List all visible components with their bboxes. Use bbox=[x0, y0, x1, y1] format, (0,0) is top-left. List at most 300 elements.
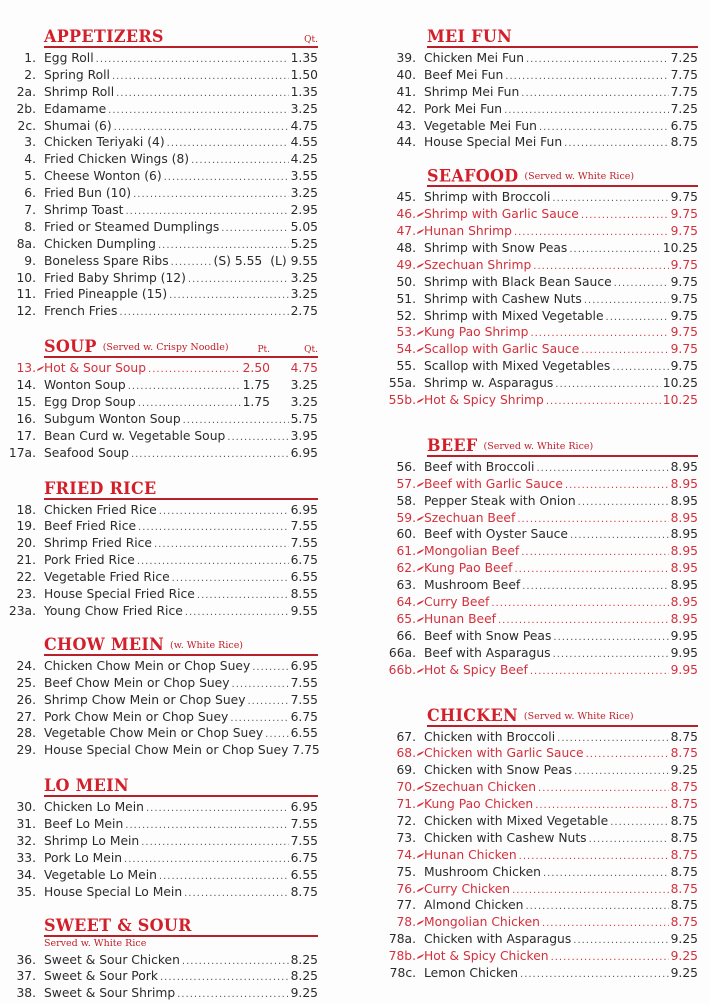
menu-item bbox=[380, 308, 698, 325]
dot-leader bbox=[564, 136, 668, 153]
menu-right-column bbox=[380, 24, 698, 982]
item-price: 9.25 bbox=[670, 763, 698, 778]
section-note: (Served w. White Rice) bbox=[524, 171, 635, 183]
menu-item bbox=[380, 745, 698, 762]
item-price: 8.75 bbox=[670, 830, 698, 845]
menu-item bbox=[380, 594, 698, 611]
item-name: Sweet & Sour Pork bbox=[44, 969, 158, 984]
menu-item-list bbox=[0, 658, 318, 759]
menu-left-column bbox=[0, 24, 318, 1002]
chili-pepper-icon bbox=[416, 594, 424, 611]
item-name: Mongolian Chicken bbox=[424, 915, 540, 930]
menu-item bbox=[380, 206, 698, 223]
item-name: Beef Mei Fun bbox=[424, 67, 504, 82]
section-soup bbox=[0, 334, 318, 461]
item-number: 27. bbox=[16, 709, 36, 724]
menu-item bbox=[0, 185, 318, 202]
menu-item bbox=[380, 864, 698, 881]
item-number: 51. bbox=[396, 291, 416, 306]
menu-item bbox=[0, 502, 318, 519]
item-number: 70. bbox=[396, 780, 416, 795]
item-name: Hot & Spicy Shrimp bbox=[424, 393, 544, 408]
item-price: 9.95 bbox=[670, 662, 698, 677]
item-number: 6. bbox=[24, 186, 36, 201]
item-number: 60. bbox=[396, 527, 416, 542]
item-number: 17. bbox=[16, 428, 36, 443]
item-number: 12. bbox=[16, 304, 36, 319]
item-name: Beef with Broccoli bbox=[424, 459, 535, 474]
item-price: 8.75 bbox=[670, 915, 698, 930]
menu-item bbox=[380, 84, 698, 101]
item-number: 19. bbox=[16, 519, 36, 534]
item-price: 6.95 bbox=[290, 658, 318, 673]
dot-leader bbox=[573, 933, 668, 950]
item-number: 24. bbox=[16, 658, 36, 673]
item-number: 9. bbox=[24, 253, 36, 268]
item-price: 3.25 bbox=[290, 270, 318, 285]
item-price-pint: 1.75 bbox=[242, 395, 270, 410]
dot-leader bbox=[141, 835, 288, 852]
menu-item bbox=[0, 603, 318, 620]
section-chicken bbox=[380, 703, 698, 982]
menu-item bbox=[0, 867, 318, 884]
item-name: Shrimp Fried Rice bbox=[44, 536, 152, 551]
item-price: 8.95 bbox=[670, 544, 698, 559]
item-number: 63. bbox=[396, 578, 416, 593]
item-number: 40. bbox=[396, 67, 416, 82]
item-name: Kung Pao Shrimp bbox=[424, 325, 529, 340]
item-price: 8.95 bbox=[670, 510, 698, 525]
menu-item bbox=[380, 375, 698, 392]
chili-pepper-icon bbox=[416, 324, 424, 341]
item-name: Fried Baby Shrimp (12) bbox=[44, 270, 186, 285]
menu-item bbox=[0, 84, 318, 101]
item-name: French Fries bbox=[44, 304, 118, 319]
item-name: Pepper Steak with Onion bbox=[424, 493, 576, 508]
item-number: 77. bbox=[396, 898, 416, 913]
item-price: 7.55 bbox=[290, 675, 318, 690]
item-number: 23. bbox=[16, 587, 36, 602]
chili-pepper-icon bbox=[416, 779, 424, 796]
item-number: 2. bbox=[24, 67, 36, 82]
menu-item bbox=[0, 850, 318, 867]
menu-item-list bbox=[0, 502, 318, 620]
dot-leader bbox=[521, 86, 668, 103]
item-number: 5. bbox=[24, 169, 36, 184]
item-number: 3. bbox=[24, 135, 36, 150]
item-price: 8.75 bbox=[670, 898, 698, 913]
item-price-quart: 3.25 bbox=[290, 395, 318, 410]
item-price: 9.75 bbox=[670, 291, 698, 306]
dot-leader bbox=[521, 545, 668, 562]
item-number: 33. bbox=[16, 850, 36, 865]
dot-leader bbox=[184, 886, 288, 903]
item-name: Scallop with Garlic Sauce bbox=[424, 342, 580, 357]
item-number: 35. bbox=[16, 884, 36, 899]
item-price: 8.95 bbox=[670, 611, 698, 626]
section-sweet-sour bbox=[0, 913, 318, 1003]
item-price: 6.55 bbox=[290, 570, 318, 585]
menu-item bbox=[0, 658, 318, 675]
item-name: Curry Beef bbox=[424, 595, 490, 610]
menu-item bbox=[0, 675, 318, 692]
item-number: 36. bbox=[16, 952, 36, 967]
menu-item bbox=[0, 303, 318, 320]
chili-pepper-icon bbox=[416, 257, 424, 274]
item-name: Wonton Soup bbox=[44, 378, 126, 393]
item-number: 56. bbox=[396, 459, 416, 474]
item-name: Chicken with Mixed Vegetable bbox=[424, 813, 609, 828]
chili-pepper-icon bbox=[416, 206, 424, 223]
menu-item-list bbox=[380, 189, 698, 409]
item-price-pint: 1.75 bbox=[242, 378, 270, 393]
section-note: (w. White Rice) bbox=[170, 639, 244, 651]
menu-item bbox=[380, 324, 698, 341]
menu-item bbox=[0, 411, 318, 428]
chili-pepper-icon bbox=[416, 543, 424, 560]
item-price: 6.55 bbox=[290, 726, 318, 741]
menu-item bbox=[0, 742, 318, 759]
item-number: 31. bbox=[16, 817, 36, 832]
item-number: 59. bbox=[396, 510, 416, 525]
dot-leader bbox=[610, 815, 668, 832]
section-title: SEAFOOD bbox=[427, 165, 519, 186]
menu-item bbox=[0, 270, 318, 287]
menu-item bbox=[380, 493, 698, 510]
section-mei-fun bbox=[380, 24, 698, 151]
section-title: FRIED RICE bbox=[44, 478, 157, 499]
item-price: 3.25 bbox=[290, 287, 318, 302]
menu-item bbox=[380, 948, 698, 965]
item-number: 45. bbox=[396, 190, 416, 205]
item-price: 4.75 bbox=[290, 118, 318, 133]
menu-item-list bbox=[380, 50, 698, 151]
dot-leader bbox=[177, 987, 288, 1004]
menu-item bbox=[380, 134, 698, 151]
section-title: SOUP bbox=[44, 336, 97, 357]
menu-item bbox=[0, 518, 318, 535]
menu-item-list bbox=[380, 459, 698, 679]
menu-item bbox=[380, 662, 698, 679]
item-name: Fried or Steamed Dumplings bbox=[44, 219, 220, 234]
dot-leader bbox=[551, 950, 669, 967]
item-price: 7.25 bbox=[670, 101, 698, 116]
item-number: 11. bbox=[16, 287, 36, 302]
item-price: 7.55 bbox=[290, 519, 318, 534]
item-number: 17a. bbox=[8, 445, 36, 460]
item-number: 69. bbox=[396, 763, 416, 778]
menu-item bbox=[0, 101, 318, 118]
item-number: 7. bbox=[24, 203, 36, 218]
item-price: 7.55 bbox=[290, 692, 318, 707]
menu-item bbox=[0, 394, 318, 411]
menu-item bbox=[380, 240, 698, 257]
item-number: 75. bbox=[396, 864, 416, 879]
dot-leader bbox=[519, 849, 669, 866]
item-number: 22. bbox=[16, 570, 36, 585]
item-name: Curry Chicken bbox=[424, 881, 511, 896]
item-price: 8.75 bbox=[290, 884, 318, 899]
item-number: 55. bbox=[396, 359, 416, 374]
item-price: 4.55 bbox=[290, 135, 318, 150]
menu-item bbox=[0, 428, 318, 445]
menu-item bbox=[0, 952, 318, 969]
menu-item bbox=[380, 762, 698, 779]
dot-leader bbox=[589, 832, 669, 849]
menu-item bbox=[380, 510, 698, 527]
menu-item bbox=[0, 552, 318, 569]
item-price: 7.25 bbox=[670, 51, 698, 65]
dot-leader bbox=[586, 747, 669, 764]
dot-leader bbox=[514, 562, 668, 579]
menu-item-list bbox=[0, 799, 318, 900]
dot-leader bbox=[185, 605, 289, 622]
item-name: Vegetable Mei Fun bbox=[424, 118, 537, 133]
item-number: 53. bbox=[396, 325, 416, 340]
item-number: 72. bbox=[396, 813, 416, 828]
menu-item-list bbox=[0, 360, 318, 461]
dot-leader bbox=[148, 362, 241, 379]
item-number: 74. bbox=[396, 847, 416, 862]
item-price: 8.95 bbox=[670, 595, 698, 610]
menu-item bbox=[0, 535, 318, 552]
item-number: 43. bbox=[396, 118, 416, 133]
item-number: 14. bbox=[16, 378, 36, 393]
item-number: 73. bbox=[396, 830, 416, 845]
item-number: 2a. bbox=[16, 84, 36, 99]
dot-leader bbox=[553, 647, 669, 664]
item-name: Shumai (6) bbox=[44, 118, 112, 133]
section-header bbox=[44, 476, 318, 500]
item-number: 71. bbox=[396, 797, 416, 812]
menu-item bbox=[380, 223, 698, 240]
item-name: Pork Mei Fun bbox=[424, 101, 503, 116]
dot-leader bbox=[221, 221, 288, 238]
item-name: Beef Lo Mein bbox=[44, 817, 124, 832]
item-price: 9.55 bbox=[290, 603, 318, 618]
dot-leader bbox=[138, 520, 289, 537]
section-title: MEI FUN bbox=[427, 26, 512, 47]
item-price: 7.55 bbox=[290, 817, 318, 832]
item-number: 41. bbox=[396, 84, 416, 99]
menu-item bbox=[380, 628, 698, 645]
menu-item bbox=[0, 134, 318, 151]
dot-leader bbox=[128, 379, 241, 396]
item-number: 64. bbox=[396, 595, 416, 610]
item-price: 9.75 bbox=[670, 190, 698, 205]
menu-item bbox=[380, 526, 698, 543]
menu-item bbox=[380, 189, 698, 206]
item-number: 8a. bbox=[16, 236, 36, 251]
chili-pepper-icon bbox=[416, 611, 424, 628]
section-header bbox=[44, 913, 318, 937]
item-price: 9.95 bbox=[670, 628, 698, 643]
item-number: 78. bbox=[396, 915, 416, 930]
item-price: 8.75 bbox=[670, 864, 698, 879]
item-number: 78a. bbox=[388, 932, 416, 947]
item-name: Young Chow Fried Rice bbox=[44, 603, 183, 618]
menu-item bbox=[0, 118, 318, 135]
item-name: Egg Drop Soup bbox=[44, 395, 136, 410]
section-header bbox=[44, 632, 318, 656]
item-number: 46. bbox=[396, 207, 416, 222]
item-name: Shrimp with Snow Peas bbox=[424, 241, 568, 256]
section-beef bbox=[380, 433, 698, 679]
item-number: 39. bbox=[396, 51, 416, 65]
dot-leader bbox=[543, 866, 669, 883]
item-price: 7.75 bbox=[670, 84, 698, 99]
item-name: Chicken with Garlic Sauce bbox=[424, 746, 584, 761]
item-name: Fried Pineapple (15) bbox=[44, 287, 168, 302]
item-name: Shrimp Mei Fun bbox=[424, 84, 520, 99]
dot-leader bbox=[606, 310, 669, 327]
item-name: Scallop with Mixed Vegetables bbox=[424, 359, 611, 374]
menu-item bbox=[380, 341, 698, 358]
item-number: 8. bbox=[24, 219, 36, 234]
dot-leader bbox=[512, 883, 669, 900]
item-price-quart: 3.25 bbox=[290, 378, 318, 393]
item-price: 8.25 bbox=[290, 952, 318, 967]
item-name: Edamame bbox=[44, 101, 107, 116]
dot-leader bbox=[574, 764, 669, 781]
item-number: 68. bbox=[396, 746, 416, 761]
item-number: 78b. bbox=[388, 949, 416, 964]
item-price: 8.75 bbox=[670, 135, 698, 150]
item-name: Beef with Asparagus bbox=[424, 645, 551, 660]
dot-leader bbox=[133, 187, 289, 204]
item-name: House Special Lo Mein bbox=[44, 884, 183, 899]
item-name: Beef with Oyster Sauce bbox=[424, 527, 568, 542]
section-header bbox=[427, 433, 698, 457]
item-price: 8.25 bbox=[290, 969, 318, 984]
item-name: Pork Lo Mein bbox=[44, 850, 123, 865]
item-name: Egg Roll bbox=[44, 51, 94, 65]
item-name: Pork Fried Rice bbox=[44, 553, 135, 568]
menu-item bbox=[380, 560, 698, 577]
section-lo-mein bbox=[0, 773, 318, 900]
item-price: 9.25 bbox=[670, 965, 698, 980]
menu-item bbox=[380, 291, 698, 308]
item-name: Beef with Garlic Sauce bbox=[424, 476, 563, 491]
section-header bbox=[44, 773, 318, 797]
section-subtitle: Served w. White Rice bbox=[44, 937, 147, 949]
dot-leader bbox=[570, 528, 669, 545]
menu-item bbox=[380, 358, 698, 375]
item-price: 8.95 bbox=[670, 561, 698, 576]
item-number: 67. bbox=[396, 729, 416, 744]
column-header: Pt. bbox=[257, 345, 270, 356]
item-number: 34. bbox=[16, 867, 36, 882]
dot-leader bbox=[505, 69, 668, 86]
item-name: Beef with Snow Peas bbox=[424, 628, 552, 643]
dot-leader bbox=[164, 170, 289, 187]
menu-item bbox=[0, 168, 318, 185]
item-name: Lemon Chicken bbox=[424, 965, 519, 980]
dot-leader bbox=[125, 818, 288, 835]
item-name: Beef Fried Rice bbox=[44, 519, 137, 534]
column-header: Qt. bbox=[304, 345, 318, 356]
item-number: 13. bbox=[16, 361, 36, 376]
item-name: Kung Pao Beef bbox=[424, 561, 513, 576]
chili-pepper-icon bbox=[416, 948, 424, 965]
column-header: Qt. bbox=[304, 35, 318, 45]
dot-leader bbox=[491, 596, 668, 613]
section-title: APPETIZERS bbox=[44, 26, 164, 47]
item-price: 6.95 bbox=[290, 445, 318, 460]
menu-item bbox=[0, 445, 318, 462]
item-number: 66b. bbox=[388, 662, 416, 677]
item-name: Kung Pao Chicken bbox=[424, 797, 534, 812]
item-name: Chicken Dumpling bbox=[44, 236, 156, 251]
menu-item bbox=[0, 725, 318, 742]
item-name: Shrimp Chow Mein or Chop Suey bbox=[44, 692, 246, 707]
item-price: 9.75 bbox=[670, 308, 698, 323]
item-price: 5.05 bbox=[290, 219, 318, 234]
dot-leader bbox=[530, 664, 669, 681]
dot-leader bbox=[146, 801, 289, 818]
dot-leader bbox=[160, 970, 289, 987]
menu-item bbox=[0, 377, 318, 394]
dot-leader bbox=[252, 660, 288, 677]
item-name: Hot & Spicy Beef bbox=[424, 662, 528, 677]
item-price: 9.25 bbox=[290, 986, 318, 1001]
item-price: 9.25 bbox=[670, 932, 698, 947]
dot-leader bbox=[538, 781, 669, 798]
section-title: LO MEIN bbox=[44, 775, 129, 796]
item-price: 6.75 bbox=[290, 850, 318, 865]
item-number: 30. bbox=[16, 800, 36, 815]
item-name: Chicken Chow Mein or Chop Suey bbox=[44, 658, 251, 673]
dot-leader bbox=[522, 579, 668, 596]
item-number: 48. bbox=[396, 241, 416, 256]
item-price: 8.75 bbox=[670, 847, 698, 862]
item-name: Fried Bun (10) bbox=[44, 186, 132, 201]
item-price-small: (S) 5.55 bbox=[213, 253, 263, 268]
item-name: Szechuan Chicken bbox=[424, 780, 537, 795]
item-price: 9.25 bbox=[670, 949, 698, 964]
item-name: Vegetable Fried Rice bbox=[44, 570, 170, 585]
item-name: Chicken with Asparagus bbox=[424, 932, 572, 947]
chili-pepper-icon bbox=[416, 476, 424, 493]
item-price: 7.75 bbox=[670, 67, 698, 82]
menu-item-list bbox=[0, 952, 318, 1003]
section-title: CHICKEN bbox=[427, 705, 518, 725]
item-name: House Special Fried Rice bbox=[44, 587, 195, 602]
item-price: 9.75 bbox=[670, 207, 698, 222]
item-name: Shrimp with Mixed Vegetable bbox=[424, 308, 604, 323]
chili-pepper-icon bbox=[416, 914, 424, 931]
menu-item bbox=[380, 796, 698, 813]
menu-item bbox=[0, 692, 318, 709]
item-price: 4.25 bbox=[290, 152, 318, 167]
item-name: Hot & Spicy Chicken bbox=[424, 949, 549, 964]
section-fried-rice bbox=[0, 476, 318, 620]
menu-item bbox=[380, 392, 698, 409]
item-number: 18. bbox=[16, 502, 36, 517]
dot-leader bbox=[612, 360, 668, 377]
dot-leader bbox=[169, 288, 288, 305]
chili-pepper-icon bbox=[416, 796, 424, 813]
item-price: 1.50 bbox=[290, 67, 318, 82]
chili-pepper-icon bbox=[416, 881, 424, 898]
item-name: Shrimp with Cashew Nuts bbox=[424, 291, 582, 306]
dot-leader bbox=[614, 276, 669, 293]
item-number: 10. bbox=[16, 270, 36, 285]
section-chow-mein bbox=[0, 632, 318, 759]
item-number: 58. bbox=[396, 493, 416, 508]
item-price: 5.75 bbox=[290, 411, 318, 426]
item-price: 8.95 bbox=[670, 527, 698, 542]
